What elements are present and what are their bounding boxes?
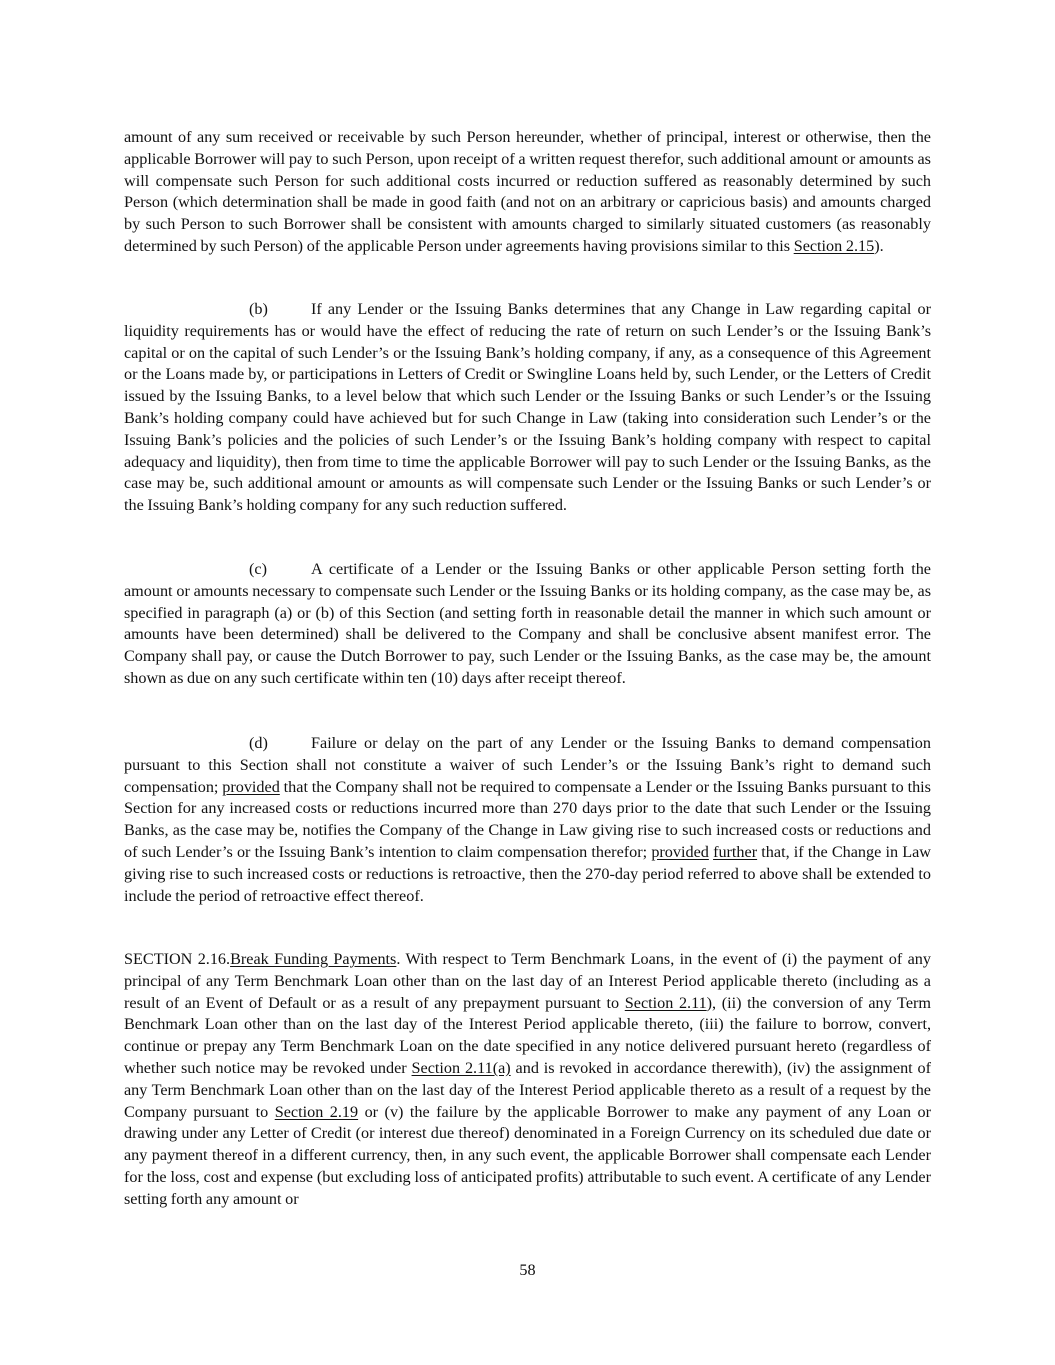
paragraph-c-text: A certificate of a Lender or the Issuing Banks or other applicable Person setting forth the amount or amounts necessary to compensate such Lender or the Issuing Banks or its holding company, as the case may be, as specified in paragraph (a) or (b) of this Section (and setting forth in reasonable detail the manner in which such amount or amounts have been determined) shall be delivered to the Company and shall be conclusive absent manifest error. The Company shall pay, or cause the Dutch Borrower to pay, such Lender or the Issuing Banks, as the case may be, the amount shown as due on any such certificate within ten (10) days after receipt thereof. xyxy=(124,560,931,687)
provided-term: provided xyxy=(222,777,280,796)
paragraph-b-label: (b) xyxy=(249,300,268,318)
section-number: SECTION 2.16. xyxy=(124,950,231,968)
paragraph-c-label: (c) xyxy=(249,560,267,578)
paragraph-d xyxy=(124,733,931,907)
further-term: further xyxy=(713,842,758,861)
section-heading: Break Funding Payments xyxy=(230,950,397,968)
paragraph-d-label: (d) xyxy=(249,734,268,752)
section-2-19-reference: Section 2.19 xyxy=(274,1102,359,1121)
paragraph-b xyxy=(124,299,931,517)
section-2-11a-reference: Section 2.11(a) xyxy=(411,1058,511,1077)
paragraph-continuation xyxy=(124,127,931,258)
section-2-11-reference: Section 2.11 xyxy=(624,993,707,1012)
paragraph-d-text-b: that the Company shall not be required to compensate a Lender or the Issuing Banks pursuant to this Section for any increased costs or reductions incurred more than 270 days prior to the date that such Lender or the Issuing Banks, as the case may be, notifies the Company of the Change in Law giving rise to such increased costs or reductions and of such Lender’s or the Issuing Bank’s intention to claim compensation therefor; xyxy=(124,777,931,861)
section-2-16-text-c: and is revoked in accordance therewith), (iv) the assignment of any Term Benchmark Loan other than on the last day of the Interest Period applicable thereto as a result of a request by the Company pursuant to xyxy=(124,1058,932,1121)
provided-term-2: provided xyxy=(651,842,709,861)
section-2-16 xyxy=(124,949,931,1211)
paragraph-d-text-a: Failure or delay on the part of any Lender or the Issuing Banks to demand compensation pursuant to this Section shall not constitute a waiver of such Lender’s or the Issuing Bank’s right to demand such compensation; xyxy=(124,734,931,796)
p1-text-a: amount of any sum received or receivable by such Person hereunder, whether of principal, interest or otherwise, then the applicable Borrower will pay to such Person, upon receipt of a written request therefor, such additional amount or amounts as will compensate such Person for such additional costs incurred or reduction suffered as reasonably determined by such Person (which determination shall be made in good faith (and not on an arbitrary or capricious basis) and amounts charged by such Person to such Borrower shall be consistent with amounts charged to similarly situated customers (as reasonably determined by such Person) of the applicable Person under agreements having provisions similar to this xyxy=(124,128,931,255)
section-2-16-text-b: ), (ii) the conversion of any Term Benchmark Loan other than on the last day of the Interest Period applicable thereto, (iii) the failure to borrow, convert, continue or prepay any Term Benchmark Loan on the date specified in any notice delivered pursuant hereto (regardless of whether such notice may be revoked under xyxy=(124,993,931,1077)
section-2-15-reference: Section 2.15 xyxy=(793,236,875,255)
paragraph-b-text: If any Lender or the Issuing Banks determines that any Change in Law regarding capital or liquidity requirements has or would have the effect of reducing the rate of return on such Lender’s or the Issuing Bank’s capital or on the capital of such Lender’s or the Issuing Bank’s holding company, if any, as a consequence of this Agreement or the Loans made by, or participations in Letters of Credit or Swingline Loans held by, such Lender, or the Letters of Credit issued by the Issuing Banks, to a level below that which such Lender or the Issuing Banks or such Lender’s or the Issuing Bank’s holding company could have achieved but for such Change in Law (taking into consideration such Lender’s or the Issuing Bank’s policies and the policies of such Lender’s or the Issuing Bank’s holding company with respect to capital adequacy and liquidity), then from time to time the applicable Borrower will pay to such Lender or the Issuing Banks, as the case may be, such additional amount or amounts as will compensate such Lender or the Issuing Banks or such Lender’s or the Issuing Bank’s holding company for any such reduction suffered. xyxy=(124,300,931,515)
p1-text-b: ). xyxy=(874,236,884,255)
paragraph-c xyxy=(124,559,931,690)
page-number: 58 xyxy=(519,1261,536,1279)
paragraph-d-text-d: that, if the Change in Law giving rise to such increased costs or reductions is retroactive, then the 270-day period referred to above shall be extended to include the period of retroactive effect thereof. xyxy=(124,842,931,905)
section-2-16-text-a: . With respect to Term Benchmark Loans, in the event of (i) the payment of any principal of any Term Benchmark Loan other than on the last day of an Interest Period applicable thereto (including as a result of an Event of Default or as a result of any prepayment pursuant to xyxy=(124,950,931,1012)
section-2-16-text-d: or (v) the failure by the applicable Borrower to make any payment of any Loan or drawing under any Letter of Credit (or interest due thereof) denominated in a Foreign Currency on its scheduled due date or any payment thereof in a different currency, then, in any such event, the applicable Borrower shall compensate each Lender for the loss, cost and expense (but excluding loss of anticipated profits) attributable to such event. A certificate of any Lender setting forth any amount or xyxy=(124,1102,932,1208)
